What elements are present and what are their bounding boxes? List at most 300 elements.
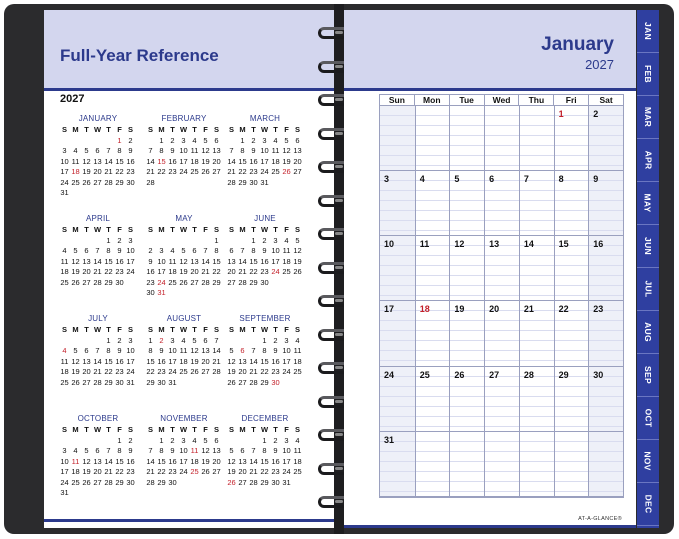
mini-weekday-label: S bbox=[228, 425, 234, 434]
mini-day: 25 bbox=[271, 167, 280, 176]
mini-day: 14 bbox=[249, 356, 258, 366]
mini-day: 6 bbox=[240, 446, 245, 455]
mini-weekday-label: F bbox=[203, 325, 208, 334]
month-tab-sep[interactable] bbox=[637, 354, 659, 397]
mini-day: 28 bbox=[201, 277, 210, 287]
mini-day: 19 bbox=[179, 267, 188, 276]
mini-day: 11 bbox=[271, 146, 280, 155]
left-page-header bbox=[44, 10, 334, 88]
mini-day: 8 bbox=[262, 446, 267, 455]
mini-day: 12 bbox=[179, 256, 188, 266]
mini-weekday-label: S bbox=[147, 425, 153, 434]
mini-day: 21 bbox=[249, 367, 258, 376]
mini-day: 1 bbox=[262, 435, 267, 445]
mini-day: 22 bbox=[238, 167, 247, 176]
day-cell[interactable] bbox=[554, 106, 589, 171]
mini-day: 12 bbox=[71, 256, 80, 266]
mini-day: 8 bbox=[117, 446, 122, 455]
mini-weekday-label: S bbox=[228, 325, 234, 334]
day-cell[interactable] bbox=[519, 301, 554, 366]
mini-day: 25 bbox=[179, 367, 188, 376]
mini-calendar-september bbox=[226, 314, 304, 388]
mini-month-name: FEBRUARY bbox=[161, 114, 207, 123]
mini-day: 13 bbox=[212, 146, 221, 155]
mini-calendar-may bbox=[145, 214, 223, 299]
mini-day: 14 bbox=[212, 346, 221, 355]
day-number: 23 bbox=[593, 304, 604, 315]
mini-blank-cell bbox=[178, 236, 189, 247]
mini-day: 24 bbox=[60, 177, 69, 187]
mini-day: 26 bbox=[71, 277, 80, 287]
mini-day: 2 bbox=[117, 235, 122, 245]
mini-day: 19 bbox=[227, 467, 236, 476]
mini-day: 27 bbox=[82, 377, 91, 387]
month-tab-oct[interactable] bbox=[637, 397, 659, 440]
mini-day: 27 bbox=[190, 277, 199, 287]
day-cell[interactable] bbox=[484, 301, 519, 366]
mini-weekday-label: S bbox=[147, 225, 153, 234]
mini-day: 29 bbox=[104, 277, 113, 287]
mini-day: 25 bbox=[190, 467, 199, 476]
mini-day: 16 bbox=[271, 356, 280, 366]
mini-day: 8 bbox=[159, 446, 164, 455]
month-tab-aug[interactable] bbox=[637, 311, 659, 354]
day-number: 14 bbox=[523, 239, 534, 250]
month-tab-feb[interactable] bbox=[637, 53, 659, 96]
mini-day: 1 bbox=[106, 235, 111, 245]
mini-day: 17 bbox=[60, 167, 69, 176]
mini-day: 31 bbox=[260, 177, 269, 187]
mini-day: 3 bbox=[181, 435, 186, 445]
mini-day: 22 bbox=[104, 267, 113, 276]
empty-day-cell bbox=[380, 106, 415, 171]
mini-day: 25 bbox=[168, 277, 177, 287]
day-number: 4 bbox=[419, 174, 425, 185]
mini-day: 14 bbox=[227, 156, 236, 166]
mini-weekday-label: F bbox=[284, 125, 289, 134]
mini-day: 20 bbox=[93, 467, 102, 476]
mini-blank-cell bbox=[226, 436, 237, 447]
day-cell[interactable] bbox=[380, 236, 415, 301]
day-cell[interactable] bbox=[484, 171, 519, 236]
mini-day: 8 bbox=[106, 346, 111, 355]
mini-day: 18 bbox=[168, 267, 177, 276]
day-number: 27 bbox=[489, 369, 500, 380]
mini-weekday-label: T bbox=[84, 125, 89, 134]
mini-day: 12 bbox=[71, 356, 80, 366]
mini-day: 8 bbox=[214, 246, 219, 255]
empty-day-cell bbox=[554, 432, 589, 497]
mini-weekday-label: S bbox=[61, 125, 67, 134]
day-cell[interactable] bbox=[588, 367, 623, 432]
mini-day: 21 bbox=[93, 367, 102, 376]
mini-blank-cell bbox=[70, 436, 81, 447]
mini-day: 15 bbox=[115, 156, 124, 166]
mini-day: 15 bbox=[157, 456, 166, 466]
mini-day: 19 bbox=[201, 156, 210, 166]
day-cell[interactable] bbox=[415, 367, 450, 432]
mini-weekday-label: F bbox=[284, 325, 289, 334]
mini-weekday-label: M bbox=[239, 425, 246, 434]
mini-weekday-label: M bbox=[239, 325, 246, 334]
mini-day: 29 bbox=[260, 377, 269, 387]
mini-weekday-label: T bbox=[84, 325, 89, 334]
mini-day: 31 bbox=[60, 188, 69, 197]
mini-day: 13 bbox=[82, 256, 91, 266]
mini-weekday-label: T bbox=[251, 125, 256, 134]
mini-day: 25 bbox=[60, 377, 69, 387]
mini-day-grid bbox=[145, 225, 223, 299]
weekday-label: Sat bbox=[588, 95, 623, 105]
mini-day: 5 bbox=[229, 346, 234, 355]
mini-day: 24 bbox=[282, 467, 291, 476]
mini-day: 15 bbox=[146, 356, 155, 366]
month-tab-label: MAR bbox=[642, 106, 653, 128]
mini-weekday-label: T bbox=[192, 125, 197, 134]
mini-day: 23 bbox=[260, 267, 269, 276]
mini-day: 23 bbox=[168, 467, 177, 476]
empty-day-cell bbox=[415, 432, 450, 497]
mini-day: 2 bbox=[170, 435, 175, 445]
mini-day: 17 bbox=[60, 467, 69, 476]
day-cell[interactable] bbox=[449, 301, 484, 366]
mini-day: 4 bbox=[62, 346, 67, 355]
mini-day: 28 bbox=[249, 377, 258, 387]
mini-blank-cell bbox=[59, 136, 70, 147]
mini-day: 12 bbox=[282, 146, 291, 155]
weekday-header bbox=[379, 94, 624, 106]
mini-day: 8 bbox=[251, 246, 256, 255]
mini-weekday-label: T bbox=[170, 425, 175, 434]
day-cell[interactable] bbox=[588, 236, 623, 301]
day-cell[interactable] bbox=[554, 236, 589, 301]
month-tab-dec[interactable] bbox=[637, 483, 659, 526]
mini-day: 23 bbox=[168, 167, 177, 176]
mini-day: 8 bbox=[159, 146, 164, 155]
mini-day: 15 bbox=[104, 256, 113, 266]
mini-day: 29 bbox=[260, 477, 269, 487]
day-cell[interactable] bbox=[519, 367, 554, 432]
mini-day: 1 bbox=[262, 335, 267, 345]
day-cell[interactable] bbox=[554, 171, 589, 236]
mini-weekday-label: T bbox=[106, 125, 111, 134]
mini-day: 11 bbox=[60, 256, 69, 266]
mini-day: 15 bbox=[104, 356, 113, 366]
mini-day: 1 bbox=[106, 335, 111, 345]
mini-calendar-march bbox=[226, 114, 304, 188]
day-cell[interactable] bbox=[380, 171, 415, 236]
day-cell[interactable] bbox=[380, 367, 415, 432]
mini-blank-cell bbox=[81, 336, 92, 347]
mini-blank-cell bbox=[70, 336, 81, 347]
mini-day: 25 bbox=[71, 477, 80, 487]
mini-day: 2 bbox=[251, 135, 256, 145]
mini-day-grid bbox=[145, 325, 223, 388]
mini-day: 10 bbox=[126, 246, 135, 255]
mini-day: 24 bbox=[260, 167, 269, 176]
mini-day: 23 bbox=[126, 467, 135, 476]
mini-day: 30 bbox=[126, 477, 135, 487]
mini-day: 11 bbox=[282, 246, 291, 255]
mini-day: 3 bbox=[273, 235, 278, 245]
day-cell[interactable] bbox=[588, 171, 623, 236]
mini-blank-cell bbox=[248, 436, 259, 447]
mini-blank-cell bbox=[226, 336, 237, 347]
mini-day: 16 bbox=[249, 156, 258, 166]
mini-day: 1 bbox=[117, 435, 122, 445]
mini-day: 26 bbox=[82, 477, 91, 487]
day-number: 21 bbox=[523, 304, 534, 315]
mini-day: 21 bbox=[212, 356, 221, 366]
mini-day: 20 bbox=[82, 367, 91, 376]
mini-day: 10 bbox=[271, 246, 280, 255]
mini-day: 27 bbox=[82, 277, 91, 287]
mini-day: 5 bbox=[203, 135, 208, 145]
mini-day: 2 bbox=[159, 335, 164, 345]
mini-day: 26 bbox=[201, 167, 210, 176]
mini-day: 6 bbox=[229, 246, 234, 255]
month-tab-apr[interactable] bbox=[637, 139, 659, 182]
month-tab-jun[interactable] bbox=[637, 225, 659, 268]
month-tab-label: JUL bbox=[643, 280, 653, 298]
mini-day-grid bbox=[59, 125, 137, 199]
mini-day: 29 bbox=[104, 377, 113, 387]
mini-day: 4 bbox=[170, 246, 175, 255]
mini-day: 18 bbox=[190, 156, 199, 166]
mini-day: 26 bbox=[227, 377, 236, 387]
mini-day: 13 bbox=[238, 356, 247, 366]
month-tab-may[interactable] bbox=[637, 182, 659, 225]
day-cell[interactable] bbox=[588, 301, 623, 366]
day-cell[interactable] bbox=[554, 301, 589, 366]
day-number: 29 bbox=[558, 369, 569, 380]
mini-blank-cell bbox=[92, 136, 103, 147]
mini-blank-cell bbox=[59, 236, 70, 247]
mini-weekday-label: M bbox=[72, 125, 79, 134]
mini-day-grid bbox=[59, 325, 137, 388]
right-page-header bbox=[344, 10, 636, 88]
mini-day: 28 bbox=[146, 477, 155, 487]
day-cell[interactable] bbox=[519, 171, 554, 236]
mini-day: 11 bbox=[168, 256, 177, 266]
mini-day: 3 bbox=[284, 335, 289, 345]
mini-weekday-label: F bbox=[117, 225, 122, 234]
empty-day-cell bbox=[415, 106, 450, 171]
mini-day: 7 bbox=[106, 146, 111, 155]
day-number: 22 bbox=[558, 304, 569, 315]
mini-day: 24 bbox=[126, 267, 135, 276]
mini-day: 15 bbox=[249, 256, 258, 266]
mini-day: 29 bbox=[212, 277, 221, 287]
mini-day: 6 bbox=[84, 346, 89, 355]
mini-weekday-label: S bbox=[127, 225, 133, 234]
month-tab-mar[interactable] bbox=[637, 96, 659, 139]
day-number: 15 bbox=[558, 239, 569, 250]
mini-day: 24 bbox=[282, 367, 291, 376]
day-cell[interactable] bbox=[415, 171, 450, 236]
day-cell[interactable] bbox=[554, 367, 589, 432]
mini-blank-cell bbox=[248, 336, 259, 347]
month-tab-label: OCT bbox=[643, 408, 653, 428]
mini-weekday-label: M bbox=[72, 325, 79, 334]
mini-day: 22 bbox=[157, 467, 166, 476]
mini-day: 2 bbox=[273, 435, 278, 445]
full-year-reference-page bbox=[44, 10, 334, 528]
mini-day: 27 bbox=[238, 477, 247, 487]
mini-day: 17 bbox=[168, 356, 177, 366]
month-tab-label: AUG bbox=[642, 322, 653, 342]
mini-day: 14 bbox=[249, 456, 258, 466]
mini-blank-cell bbox=[81, 236, 92, 247]
mini-day: 7 bbox=[240, 246, 245, 255]
mini-weekday-label: F bbox=[284, 425, 289, 434]
day-number: 5 bbox=[454, 174, 460, 185]
mini-day: 24 bbox=[179, 167, 188, 176]
mini-day: 18 bbox=[271, 156, 280, 166]
mini-day: 11 bbox=[179, 346, 188, 355]
day-cell[interactable] bbox=[588, 106, 623, 171]
mini-day: 27 bbox=[227, 277, 236, 287]
mini-day: 10 bbox=[282, 446, 291, 455]
mini-day: 28 bbox=[238, 277, 247, 287]
mini-day: 3 bbox=[128, 335, 133, 345]
mini-day: 21 bbox=[249, 467, 258, 476]
mini-day: 3 bbox=[170, 335, 175, 345]
mini-weekday-label: M bbox=[158, 325, 165, 334]
day-number: 6 bbox=[489, 174, 495, 185]
mini-blank-cell bbox=[81, 436, 92, 447]
day-cell[interactable] bbox=[380, 432, 415, 497]
mini-day: 9 bbox=[262, 246, 267, 255]
mini-weekday-label: W bbox=[260, 425, 269, 434]
day-cell[interactable] bbox=[449, 236, 484, 301]
day-number: 18 bbox=[419, 304, 430, 315]
mini-day: 2 bbox=[170, 135, 175, 145]
mini-day: 21 bbox=[227, 167, 236, 176]
mini-day: 13 bbox=[93, 156, 102, 166]
mini-day: 23 bbox=[146, 277, 155, 287]
day-number: 8 bbox=[558, 174, 564, 185]
mini-weekday-label: W bbox=[179, 425, 188, 434]
mini-weekday-label: T bbox=[192, 225, 197, 234]
mini-weekday-label: T bbox=[251, 325, 256, 334]
mini-day: 18 bbox=[71, 167, 80, 176]
mini-month-name: SEPTEMBER bbox=[239, 314, 291, 323]
mini-weekday-label: T bbox=[106, 225, 111, 234]
mini-day: 10 bbox=[179, 146, 188, 155]
day-cell[interactable] bbox=[484, 236, 519, 301]
mini-weekday-label: T bbox=[170, 225, 175, 234]
mini-day: 4 bbox=[295, 335, 300, 345]
mini-day-grid bbox=[226, 225, 304, 288]
mini-day: 20 bbox=[293, 156, 302, 166]
mini-calendar-december bbox=[226, 414, 304, 488]
day-number: 20 bbox=[489, 304, 500, 315]
mini-day: 17 bbox=[126, 256, 135, 266]
mini-weekday-label: F bbox=[203, 125, 208, 134]
day-cell[interactable] bbox=[484, 367, 519, 432]
mini-day: 4 bbox=[273, 135, 278, 145]
mini-day: 4 bbox=[192, 135, 197, 145]
day-cell[interactable] bbox=[449, 367, 484, 432]
mini-month-name: APRIL bbox=[85, 214, 111, 223]
mini-day: 8 bbox=[148, 346, 153, 355]
mini-day: 25 bbox=[60, 277, 69, 287]
mini-blank-cell bbox=[81, 136, 92, 147]
mini-day: 11 bbox=[293, 446, 302, 455]
mini-day: 17 bbox=[179, 456, 188, 466]
mini-day: 12 bbox=[201, 146, 210, 155]
mini-day: 19 bbox=[190, 356, 199, 366]
mini-calendar-january bbox=[59, 114, 137, 199]
mini-day: 26 bbox=[82, 177, 91, 187]
mini-day: 17 bbox=[260, 156, 269, 166]
day-cell[interactable] bbox=[415, 236, 450, 301]
mini-day: 26 bbox=[201, 467, 210, 476]
mini-day: 6 bbox=[240, 346, 245, 355]
mini-weekday-label: W bbox=[93, 325, 102, 334]
mini-day: 1 bbox=[251, 235, 256, 245]
mini-day-grid bbox=[145, 125, 223, 188]
mini-calendar-april bbox=[59, 214, 137, 288]
mini-day: 28 bbox=[227, 177, 236, 187]
page-title: Full-Year Reference bbox=[60, 46, 219, 65]
mini-day: 5 bbox=[181, 246, 186, 255]
mini-day: 26 bbox=[71, 377, 80, 387]
mini-day: 11 bbox=[190, 446, 199, 455]
weekday-label: Sun bbox=[388, 95, 405, 105]
mini-day: 31 bbox=[60, 488, 69, 497]
mini-weekday-label: S bbox=[61, 225, 67, 234]
monthly-calendar-page bbox=[344, 10, 636, 528]
mini-blank-cell bbox=[59, 336, 70, 347]
day-cell[interactable] bbox=[519, 236, 554, 301]
mini-day: 20 bbox=[227, 267, 236, 276]
mini-day: 12 bbox=[293, 246, 302, 255]
mini-month-name: DECEMBER bbox=[241, 414, 289, 423]
mini-day-grid bbox=[226, 425, 304, 488]
month-tab-jan[interactable] bbox=[637, 10, 659, 53]
day-number: 17 bbox=[384, 304, 395, 315]
month-tab-jul[interactable] bbox=[637, 268, 659, 311]
mini-day: 1 bbox=[159, 135, 164, 145]
mini-weekday-label: S bbox=[294, 125, 300, 134]
mini-day: 23 bbox=[115, 267, 124, 276]
mini-day: 9 bbox=[159, 346, 164, 355]
mini-day: 4 bbox=[181, 335, 186, 345]
day-cell[interactable] bbox=[415, 301, 450, 366]
mini-day: 13 bbox=[93, 456, 102, 466]
mini-day: 11 bbox=[293, 346, 302, 355]
mini-weekday-label: M bbox=[239, 125, 246, 134]
mini-weekday-label: W bbox=[260, 325, 269, 334]
mini-day: 5 bbox=[203, 435, 208, 445]
mini-weekday-label: S bbox=[213, 425, 219, 434]
mini-weekday-label: W bbox=[179, 325, 188, 334]
mini-month-name: MARCH bbox=[249, 114, 281, 123]
mini-weekday-label: M bbox=[72, 225, 79, 234]
day-cell[interactable] bbox=[449, 171, 484, 236]
mini-day: 16 bbox=[146, 267, 155, 276]
mini-day: 24 bbox=[168, 367, 177, 376]
day-cell[interactable] bbox=[380, 301, 415, 366]
month-tab-nov[interactable] bbox=[637, 440, 659, 483]
mini-weekday-label: W bbox=[93, 125, 102, 134]
mini-day: 29 bbox=[249, 277, 258, 287]
day-number: 24 bbox=[384, 369, 395, 380]
mini-weekday-label: S bbox=[294, 425, 300, 434]
mini-blank-cell bbox=[200, 236, 211, 247]
